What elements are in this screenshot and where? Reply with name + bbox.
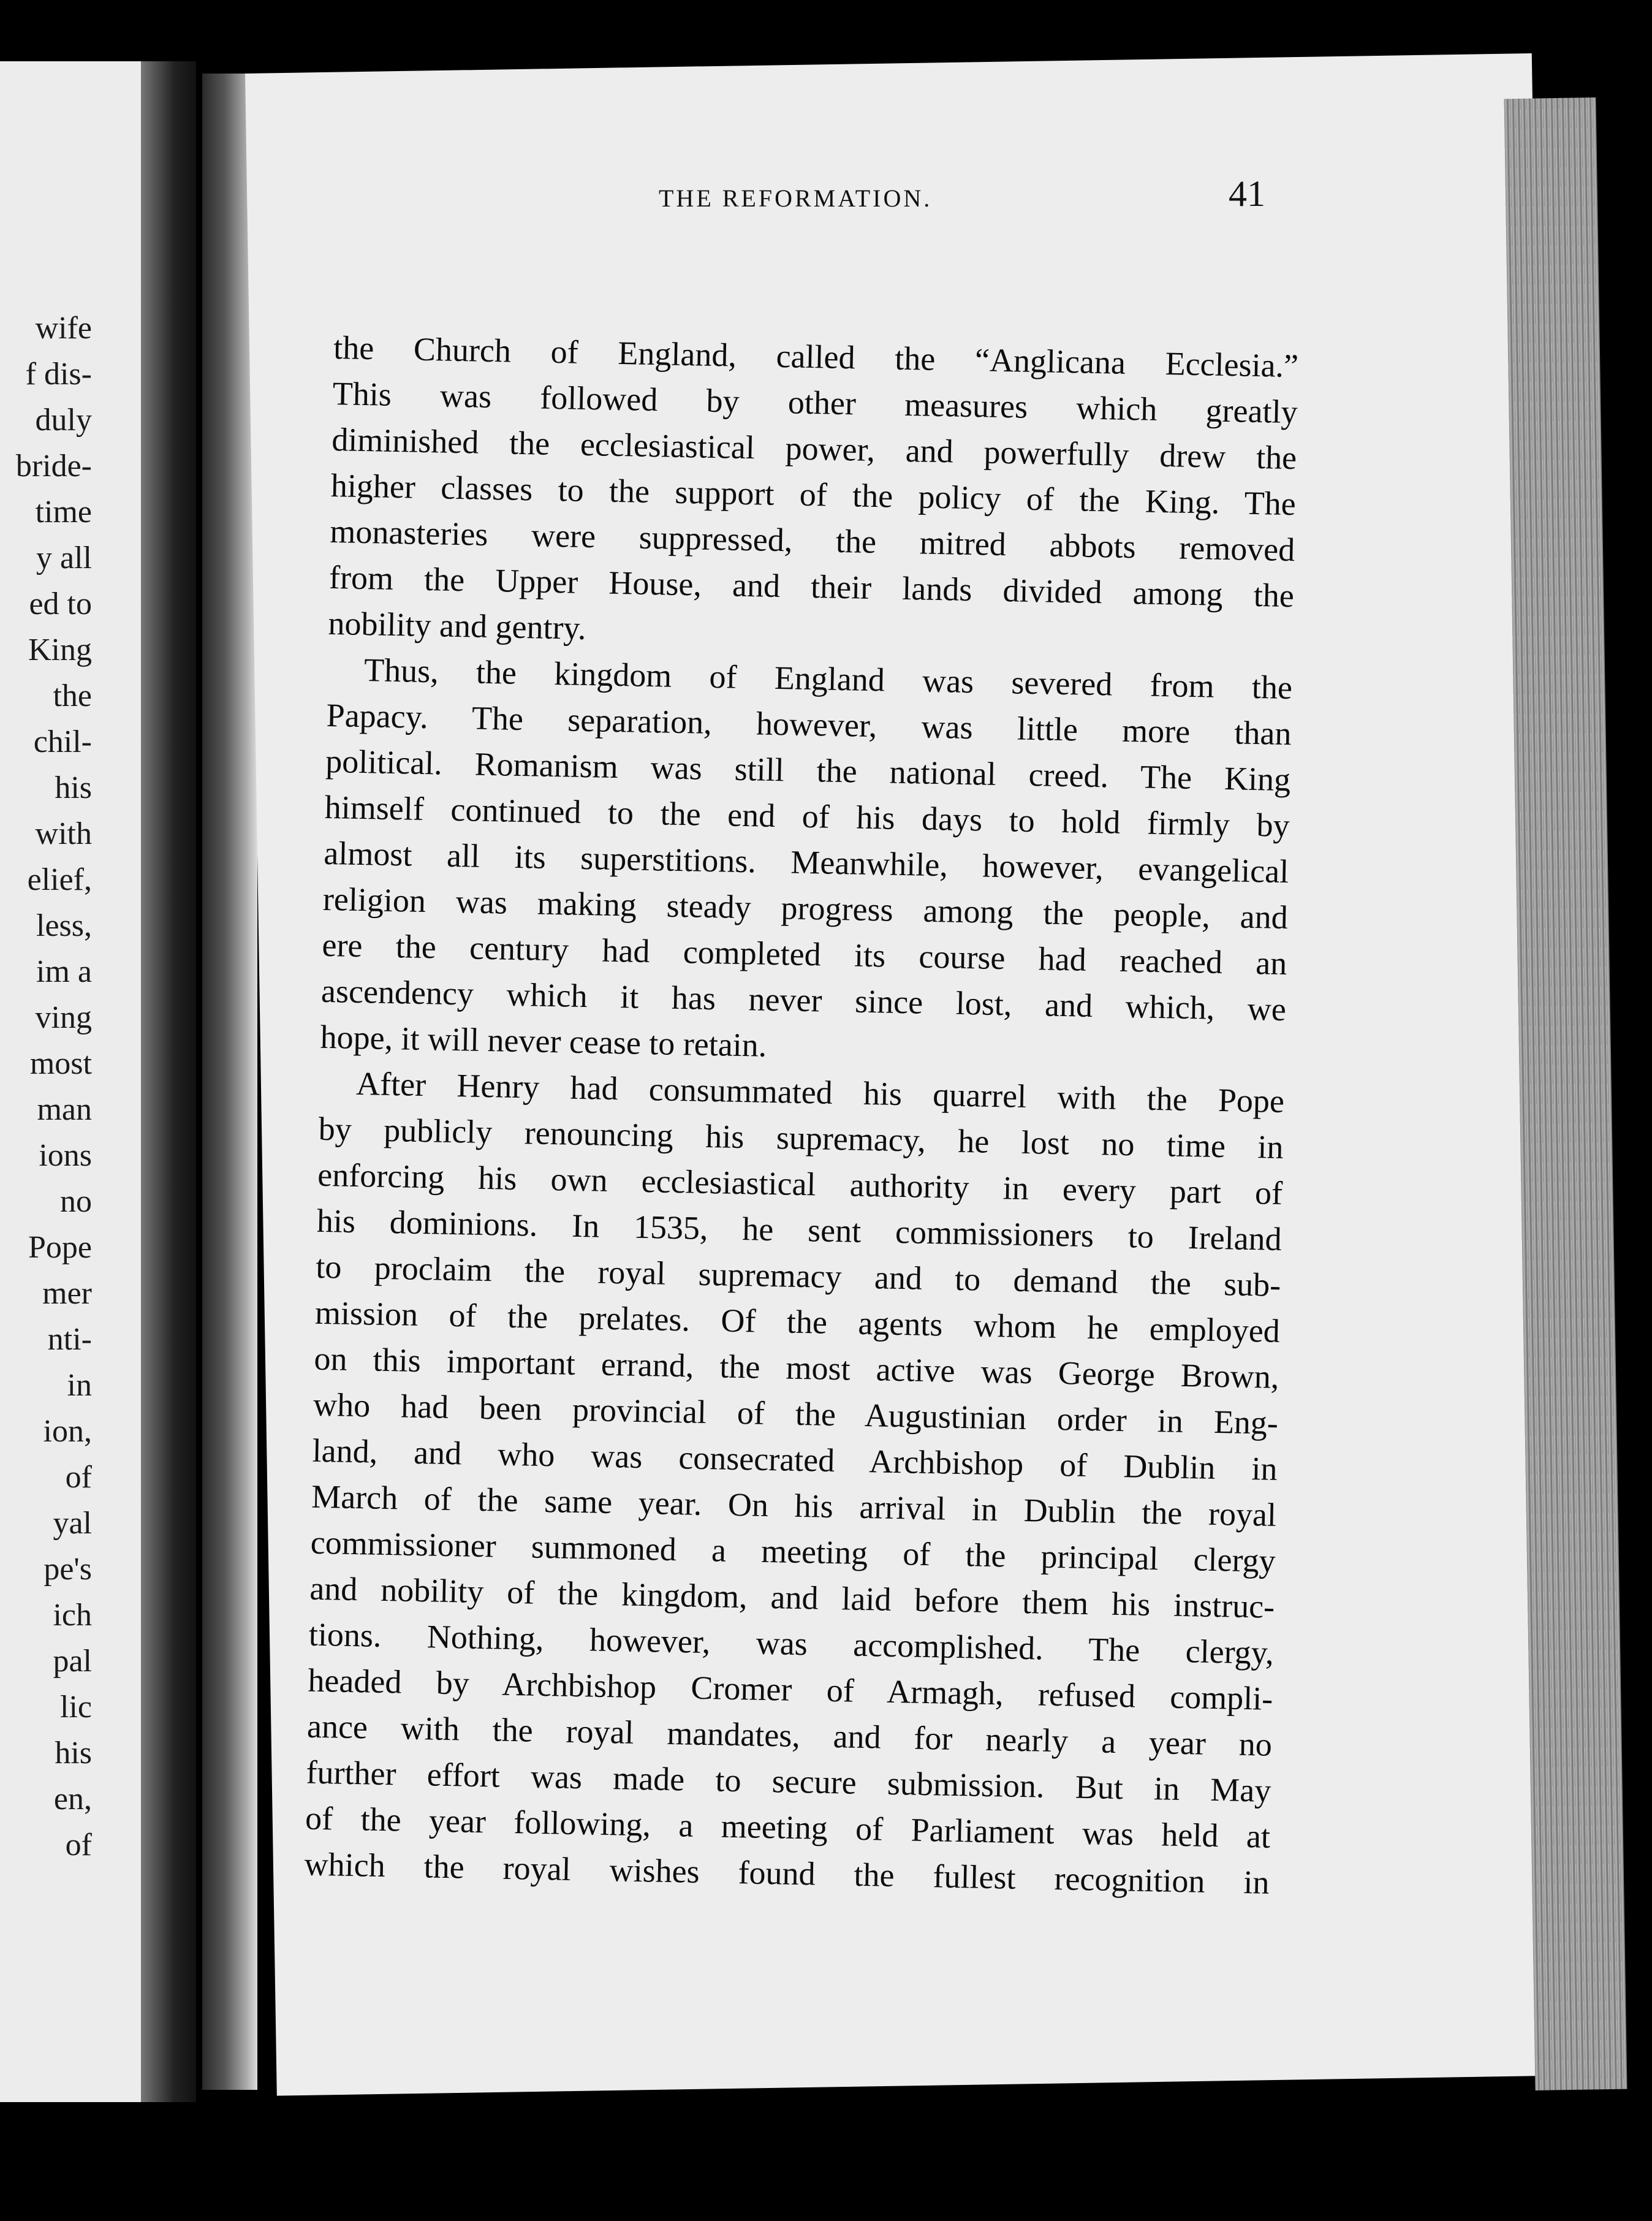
- text-line: on this important errand, the most active was George Brown,: [314, 1340, 1279, 1395]
- text-line: political. Romanism was still the national creed. The King: [325, 742, 1291, 799]
- facing-page-line: f dis-: [25, 357, 92, 392]
- spine-shadow: [202, 74, 257, 2090]
- facing-page-line: duly: [35, 403, 92, 438]
- text-line: ance with the royal mandates, and for nearly a year no: [306, 1707, 1273, 1763]
- facing-page-line: King: [28, 632, 92, 667]
- facing-page-line: ed to: [29, 587, 92, 621]
- facing-page-line: pe's: [44, 1552, 92, 1587]
- body-text: [304, 325, 1299, 1906]
- facing-page-line: nti-: [47, 1322, 92, 1357]
- facing-page-line: with: [35, 816, 92, 851]
- text-line: the Church of England, called the “Anglicana Ecclesia.”: [333, 328, 1299, 385]
- facing-page-line: ions: [39, 1138, 92, 1173]
- facing-page-line: ion,: [43, 1414, 92, 1449]
- text-line: his dominions. In 1535, he sent commissioners to Ireland: [316, 1202, 1283, 1258]
- text-line: mission of the prelates. Of the agents whom he employed: [314, 1294, 1281, 1350]
- text-line: enforcing his own ecclesiastical authority in every part of: [317, 1156, 1283, 1212]
- facing-page-line: time: [35, 495, 92, 530]
- facing-page-line: no: [60, 1184, 92, 1219]
- text-line: headed by Archbishop Cromer of Armagh, refused compli-: [307, 1661, 1273, 1717]
- book-gutter: [141, 61, 196, 2102]
- facing-page-line: yal: [53, 1506, 92, 1541]
- text-line: hope, it will never cease to retain.: [320, 1018, 767, 1064]
- text-line: by publicly renouncing his supremacy, he lost no time in: [318, 1110, 1284, 1166]
- facing-page-line: elief,: [27, 862, 92, 897]
- text-line: ere the century had completed its course had reached an: [321, 926, 1287, 982]
- text-line: nobility and gentry.: [328, 604, 587, 647]
- text-line: almost all its superstitions. Meanwhile, however, evangelical: [323, 834, 1289, 890]
- running-head-title: THE REFORMATION.: [659, 184, 933, 212]
- text-line: higher classes to the support of the policy of the King. The: [330, 466, 1297, 523]
- facing-page-line: bride-: [15, 449, 92, 484]
- facing-page-line: en,: [53, 1782, 92, 1817]
- text-line: Papacy. The separation, however, was little more than: [326, 696, 1292, 753]
- facing-page-line: his: [55, 1736, 92, 1771]
- text-line: After Henry had consummated his quarrel with the Pope: [355, 1065, 1285, 1120]
- facing-page-line: ich: [53, 1598, 92, 1633]
- text-line: March of the same year. On his arrival in Dublin the royal: [311, 1478, 1277, 1533]
- text-line: religion was making steady progress among the people, and: [322, 880, 1289, 936]
- facing-page-line: most: [29, 1046, 92, 1081]
- facing-page-line: pal: [53, 1644, 92, 1679]
- facing-page-line: less,: [36, 908, 92, 943]
- facing-page-line: his: [55, 770, 92, 805]
- text-line: and nobility of the kingdom, and laid before them his instruc-: [309, 1570, 1275, 1625]
- text-line: commissioner summoned a meeting of the principal clergy: [310, 1524, 1276, 1579]
- facing-page-line: the: [53, 678, 92, 713]
- facing-page-line: im a: [36, 954, 92, 989]
- text-line: tions. Nothing, however, was accomplished. The clergy,: [308, 1615, 1275, 1671]
- page-number: 41: [1229, 173, 1265, 214]
- text-line: land, and who was consecrated Archbishop of Dublin in: [312, 1432, 1278, 1487]
- facing-page-line: of: [65, 1460, 92, 1495]
- facing-page-line: chil-: [33, 724, 92, 759]
- text-line: of the year following, a meeting of Parliament was held at: [305, 1799, 1271, 1855]
- facing-page-line: wife: [35, 311, 92, 346]
- text-line: ascendency which it has never since lost, and which, we: [320, 972, 1287, 1028]
- facing-page-line: ving: [35, 1000, 92, 1035]
- facing-page-line: y all: [36, 541, 92, 575]
- facing-page-line: of: [65, 1828, 92, 1862]
- facing-page-line: man: [37, 1092, 92, 1127]
- text-line: This was followed by other measures which greatly: [332, 374, 1298, 431]
- facing-page-line: in: [67, 1368, 92, 1403]
- text-line: further effort was made to secure submission. But in May: [306, 1753, 1271, 1809]
- facing-page-line: lic: [60, 1690, 92, 1725]
- text-line: himself continued to the end of his days to hold firmly by: [324, 788, 1290, 845]
- text-line: which the royal wishes found the fullest recognition in: [304, 1845, 1270, 1901]
- facing-page-line: mer: [42, 1276, 92, 1311]
- text-line: who had been provincial of the Augustinian order in Eng-: [313, 1386, 1279, 1441]
- text-line: to proclaim the royal supremacy and to demand the sub-: [315, 1248, 1281, 1304]
- facing-page-line: Pope: [28, 1230, 92, 1265]
- text-line: from the Upper House, and their lands divided among the: [328, 558, 1295, 615]
- text-line: Thus, the kingdom of England was severed from the: [363, 651, 1293, 707]
- text-line: monasteries were suppressed, the mitred abbots removed: [329, 512, 1295, 569]
- text-line: diminished the ecclesiastical power, and powerfully drew the: [331, 420, 1297, 477]
